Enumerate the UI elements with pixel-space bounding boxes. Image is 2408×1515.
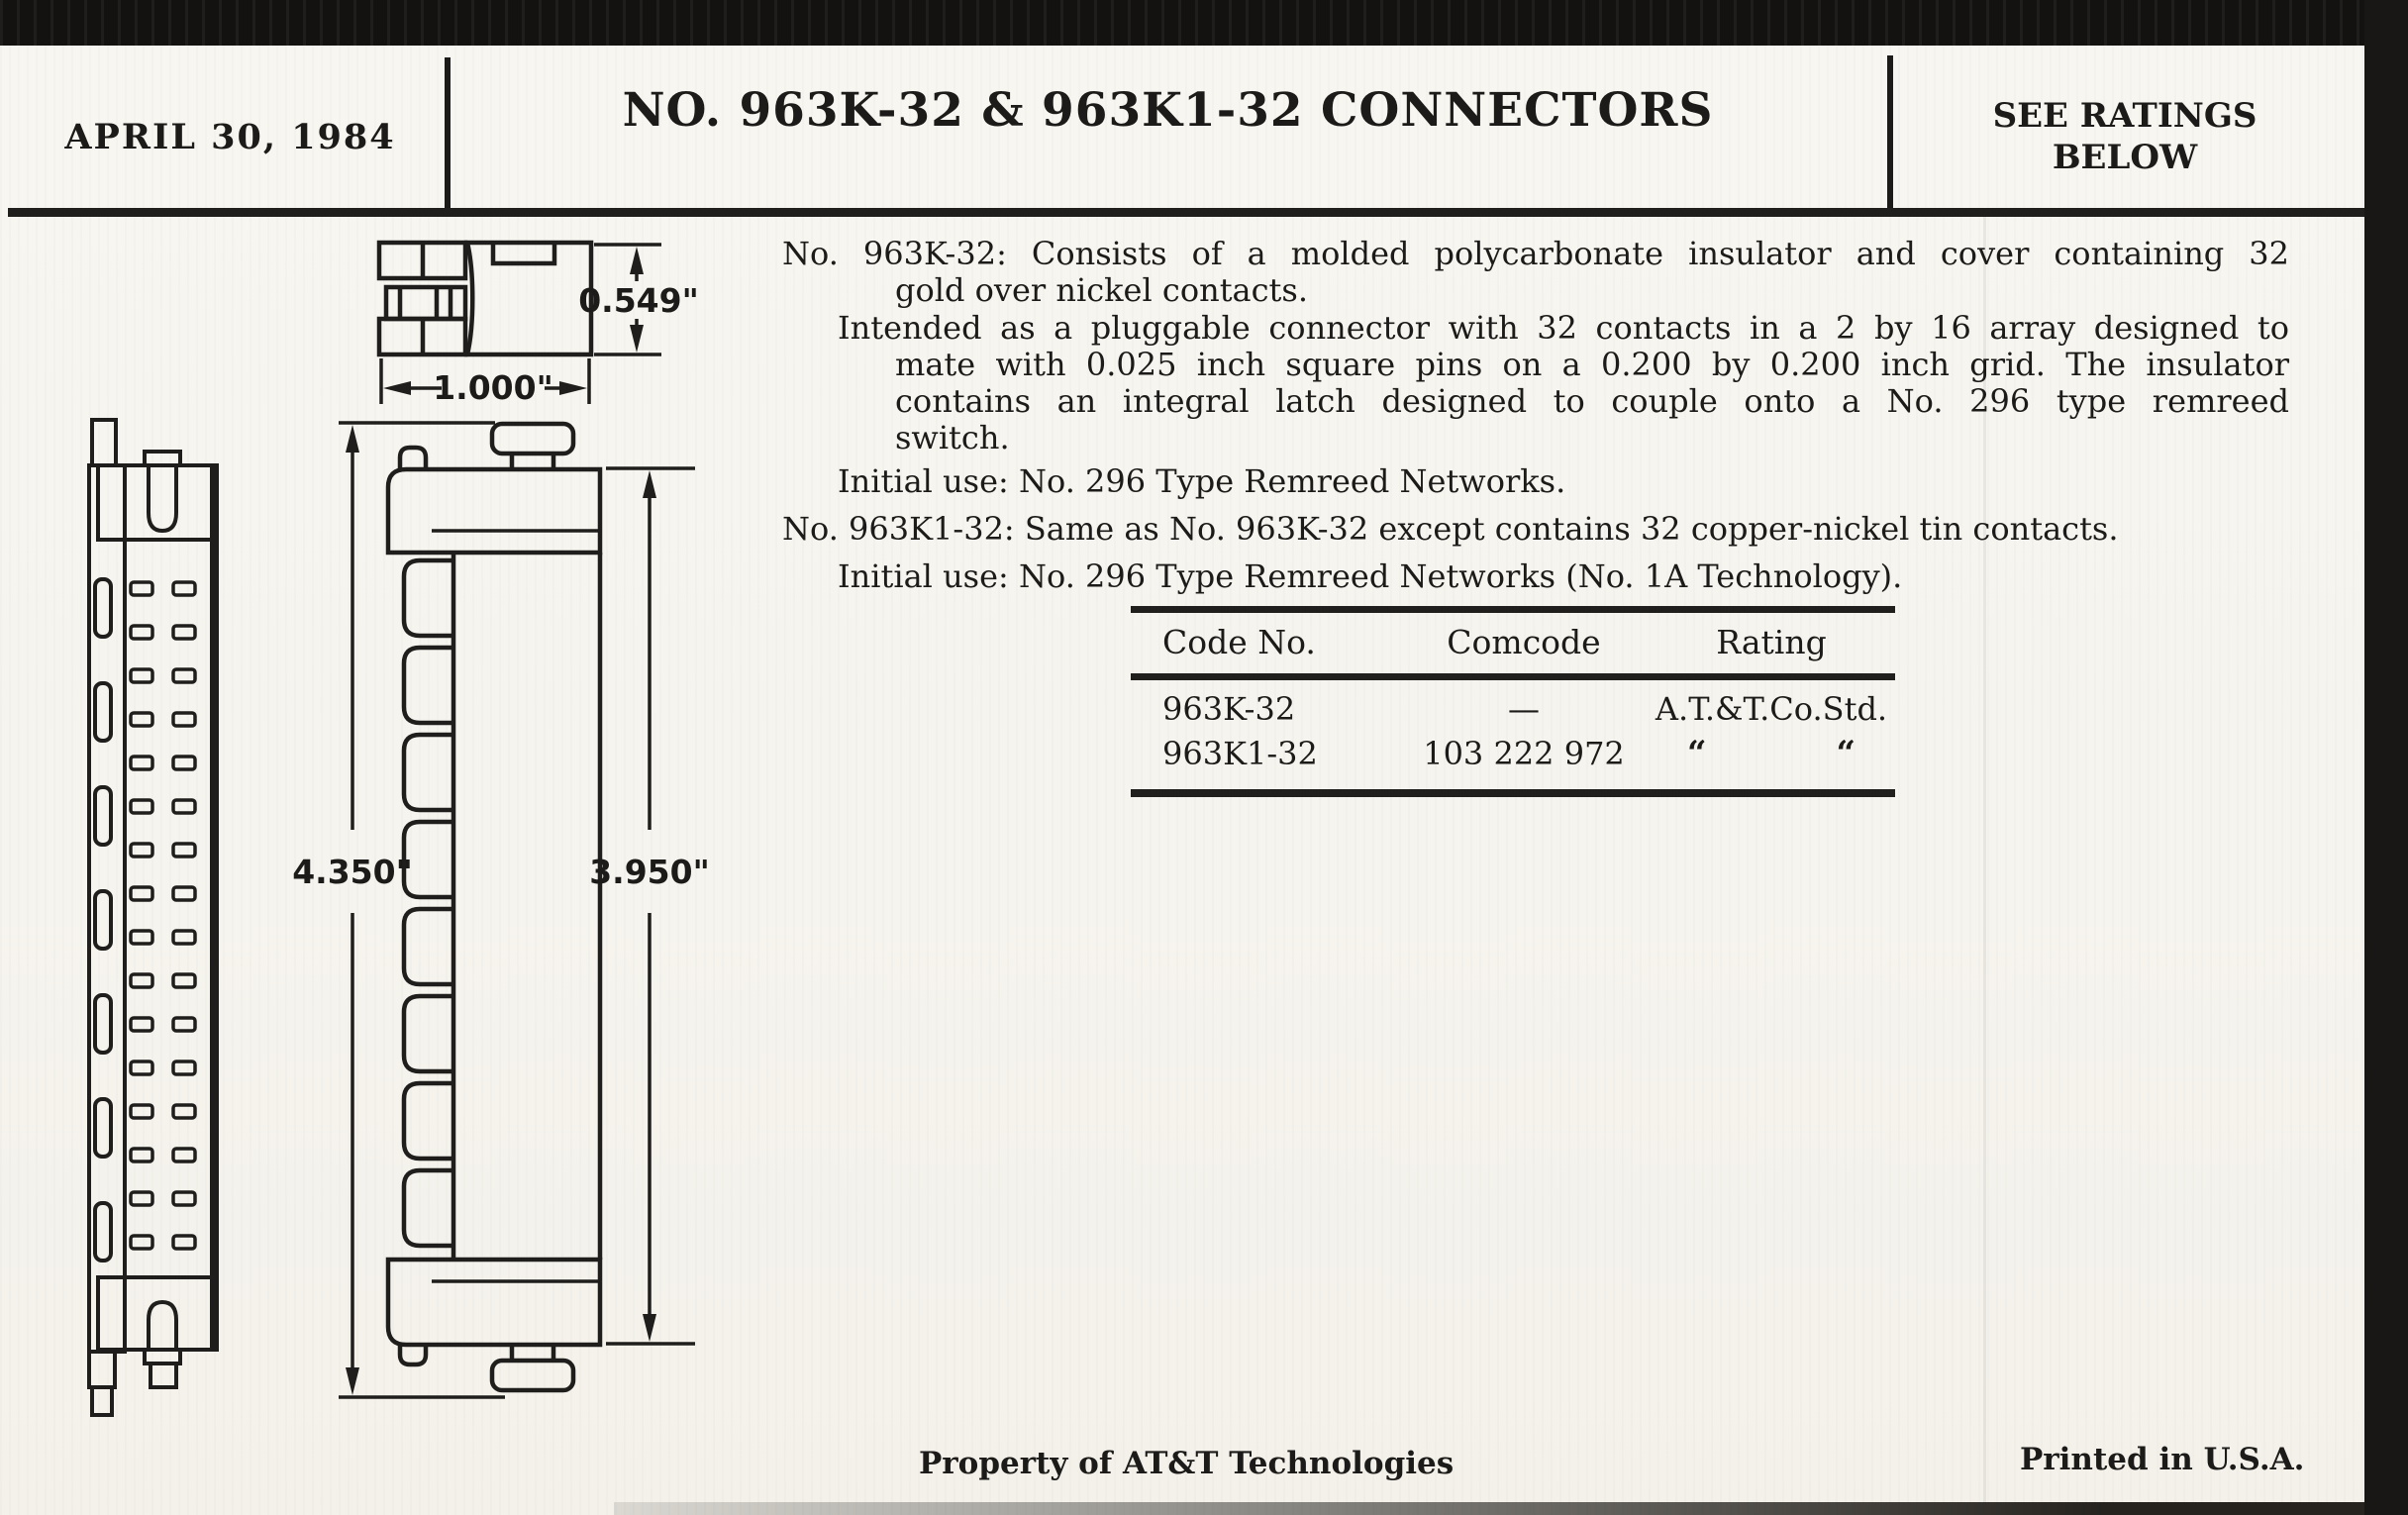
dim-overall-height: 4.350" — [292, 853, 413, 891]
cell-comcode: — — [1508, 690, 1540, 728]
cell-code: 963K1-32 — [1162, 735, 1318, 772]
body-line-5: contains an integral latch designed to couple onto a No. 296 type remreed — [895, 382, 2289, 420]
col-header-comcode: Comcode — [1447, 623, 1601, 661]
cell-comcode: 103 222 972 — [1423, 735, 1625, 772]
header-divider-right — [1887, 55, 1893, 216]
scan-edge-bottom — [614, 1502, 2364, 1515]
body-line-9: Initial use: No. 296 Type Remreed Networks (No. 1A Technology). — [838, 557, 1903, 595]
col-header-code: Code No. — [1162, 623, 1316, 661]
table-row — [1131, 734, 1895, 773]
ratings-note — [1890, 95, 2359, 178]
footer-property-note: Property of AT&T Technologies — [919, 1446, 1455, 1481]
ratings-note-line2: BELOW — [2052, 138, 2198, 177]
scan-edge-top — [0, 0, 2408, 46]
header-divider-left — [445, 57, 451, 216]
col-header-rating: Rating — [1716, 623, 1827, 661]
end-view-drawing — [379, 243, 699, 407]
footer-printed-note: Printed in U.S.A. — [2020, 1442, 2305, 1477]
table-row — [1131, 690, 1895, 728]
cell-code: 963K-32 — [1162, 690, 1296, 728]
page-title: NO. 963K-32 & 963K1-32 CONNECTORS — [622, 83, 1714, 138]
body-line-1: No. 963K-32: Consists of a molded polycarbonate insulator and cover containing 32 — [782, 235, 2289, 272]
ratings-note-line1: SEE RATINGS — [1992, 96, 2258, 136]
body-line-3: Intended as a pluggable connector with 32 contacts in a 2 by 16 array designed to — [838, 309, 2289, 347]
body-line-6: switch. — [895, 419, 1010, 456]
cell-rating: A.T.&T.Co.Std. — [1655, 690, 1888, 728]
side-view-drawing — [292, 423, 710, 1397]
dim-end-view-width: 1.000" — [433, 368, 553, 407]
ditto-mark: “ — [1836, 734, 1856, 773]
cell-rating-ditto — [1648, 734, 1895, 773]
ditto-mark: “ — [1687, 734, 1707, 773]
dim-end-view-height: 0.549" — [578, 281, 699, 320]
body-line-8: No. 963K1-32: Same as No. 963K-32 except contains 32 copper-nickel tin contacts. — [782, 510, 2119, 548]
ratings-table — [1131, 606, 1895, 797]
scan-edge-right — [2364, 0, 2408, 1515]
dim-body-height: 3.950" — [589, 853, 710, 891]
body-line-7: Initial use: No. 296 Type Remreed Networks. — [838, 462, 1566, 500]
table-header-row — [1131, 613, 1895, 680]
body-line-4: mate with 0.025 inch square pins on a 0.200 by 0.200 inch grid. The insulator — [895, 346, 2289, 383]
document-date: APRIL 30, 1984 — [64, 117, 396, 157]
header-rule — [8, 208, 2364, 217]
body-line-2: gold over nickel contacts. — [895, 271, 1308, 309]
front-view-drawing — [89, 420, 217, 1415]
